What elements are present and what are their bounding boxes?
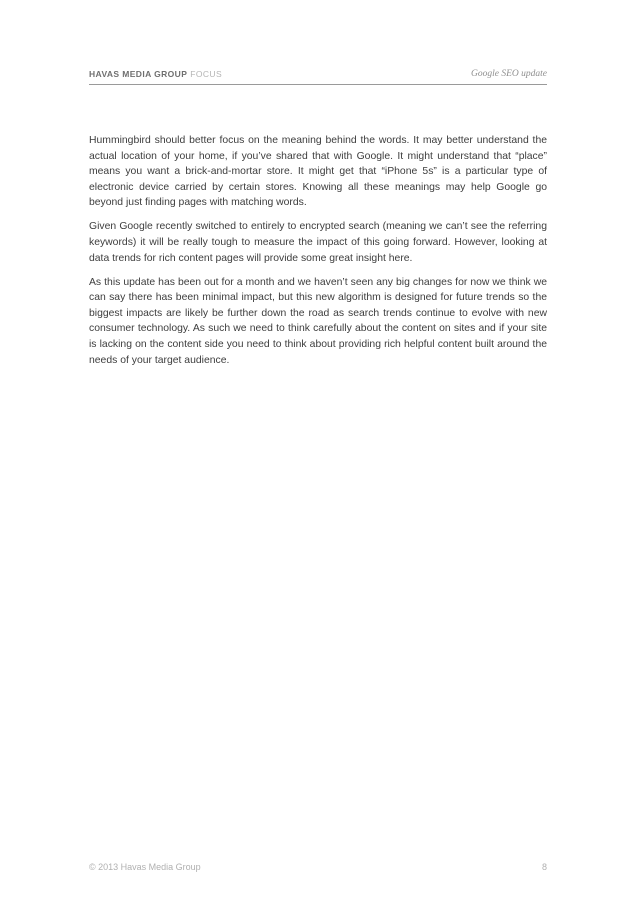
copyright-notice: © 2013 Havas Media Group — [89, 862, 201, 872]
body-text — [89, 133, 547, 376]
document-title: Google SEO update — [471, 69, 547, 79]
page-number: 8 — [541, 862, 547, 872]
paragraph-1: Hummingbird should better focus on the meaning behind the words. It may better understand the actual location of your home, if you’ve shared that with Google. It might understand that “place” means you want a brick-and-mortar store. It might get that “iPhone 5s” is a particular type of electronic device carried by certain stores. Knowing all these meanings may help Google go beyond just finding pages with matching words. — [89, 135, 547, 209]
header-brand-line — [89, 68, 222, 80]
paragraph-2: Given Google recently switched to entirely to encrypted search (meaning we can’t see the referring keywords) it will be really tough to measure the impact of this going forward. However, looking at data trends for rich content pages will provide some great insight here. — [89, 221, 547, 264]
brand-name: HAVAS MEDIA GROUP — [89, 69, 188, 79]
section-label: FOCUS — [190, 69, 223, 79]
paragraph-3: As this update has been out for a month and we haven’t seen any big changes for now we think we can say there has been minimal impact, but this new algorithm is designed for future trends so the biggest impacts are likely be further down the road as search trends continue to evolve with new consumer technology. As such we need to think carefully about the content on sites and if your site is lacking on the content side you need to think about providing rich helpful content built around the needs of your target audience. — [89, 276, 547, 366]
page-footer — [89, 861, 547, 873]
page-header — [89, 68, 547, 85]
